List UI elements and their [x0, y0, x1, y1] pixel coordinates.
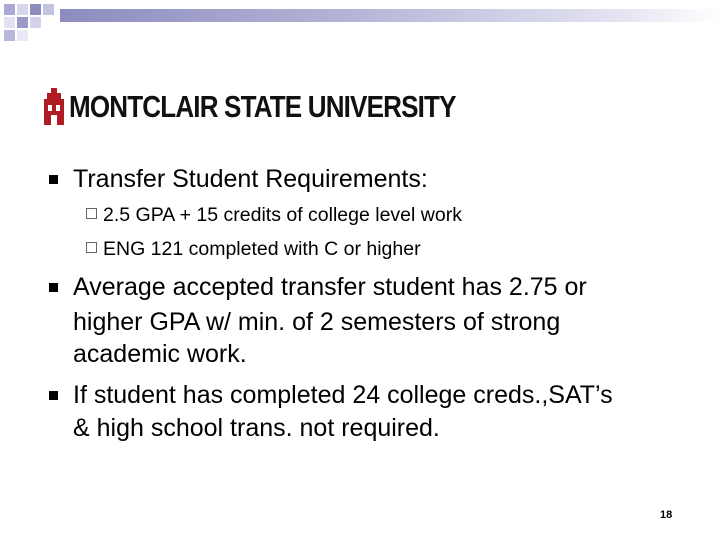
header-decoration: [0, 0, 720, 50]
bullet-text: Transfer Student Requirements:: [73, 165, 428, 193]
logo-wordmark: MONTCLAIR STATE UNIVERSITY: [69, 89, 456, 124]
subbullet-text: ENG 121 completed with C or higher: [103, 238, 421, 260]
square-bullet-icon: [49, 283, 58, 292]
decor-square: [43, 4, 54, 15]
bullet-text: & high school trans. not required.: [73, 414, 440, 442]
decor-square: [30, 4, 41, 15]
bullet-text: If student has completed 24 college creds.,SAT’s: [73, 381, 613, 409]
header-bar: [60, 9, 720, 22]
square-bullet-icon: [49, 391, 58, 400]
subbullet-item: [86, 203, 462, 227]
page-number: 18: [660, 509, 673, 521]
decor-square: [4, 4, 15, 15]
university-seal-icon: [42, 87, 66, 127]
university-logo: [42, 84, 529, 130]
bullet-text: higher GPA w/ min. of 2 semesters of strong: [73, 308, 561, 336]
decor-square: [17, 17, 28, 28]
bullet-text: Average accepted transfer student has 2.75 or: [73, 273, 587, 301]
bullet-text: academic work.: [73, 340, 247, 368]
checkbox-bullet-icon: [86, 242, 97, 253]
decor-square: [17, 4, 28, 15]
square-bullet-icon: [49, 175, 58, 184]
decor-square: [4, 17, 15, 28]
decor-square: [4, 30, 15, 41]
subbullet-text: 2.5 GPA + 15 credits of college level work: [103, 204, 462, 226]
subbullet-item: [86, 237, 421, 261]
decor-square: [17, 30, 28, 41]
checkbox-bullet-icon: [86, 208, 97, 219]
decor-square: [30, 17, 41, 28]
